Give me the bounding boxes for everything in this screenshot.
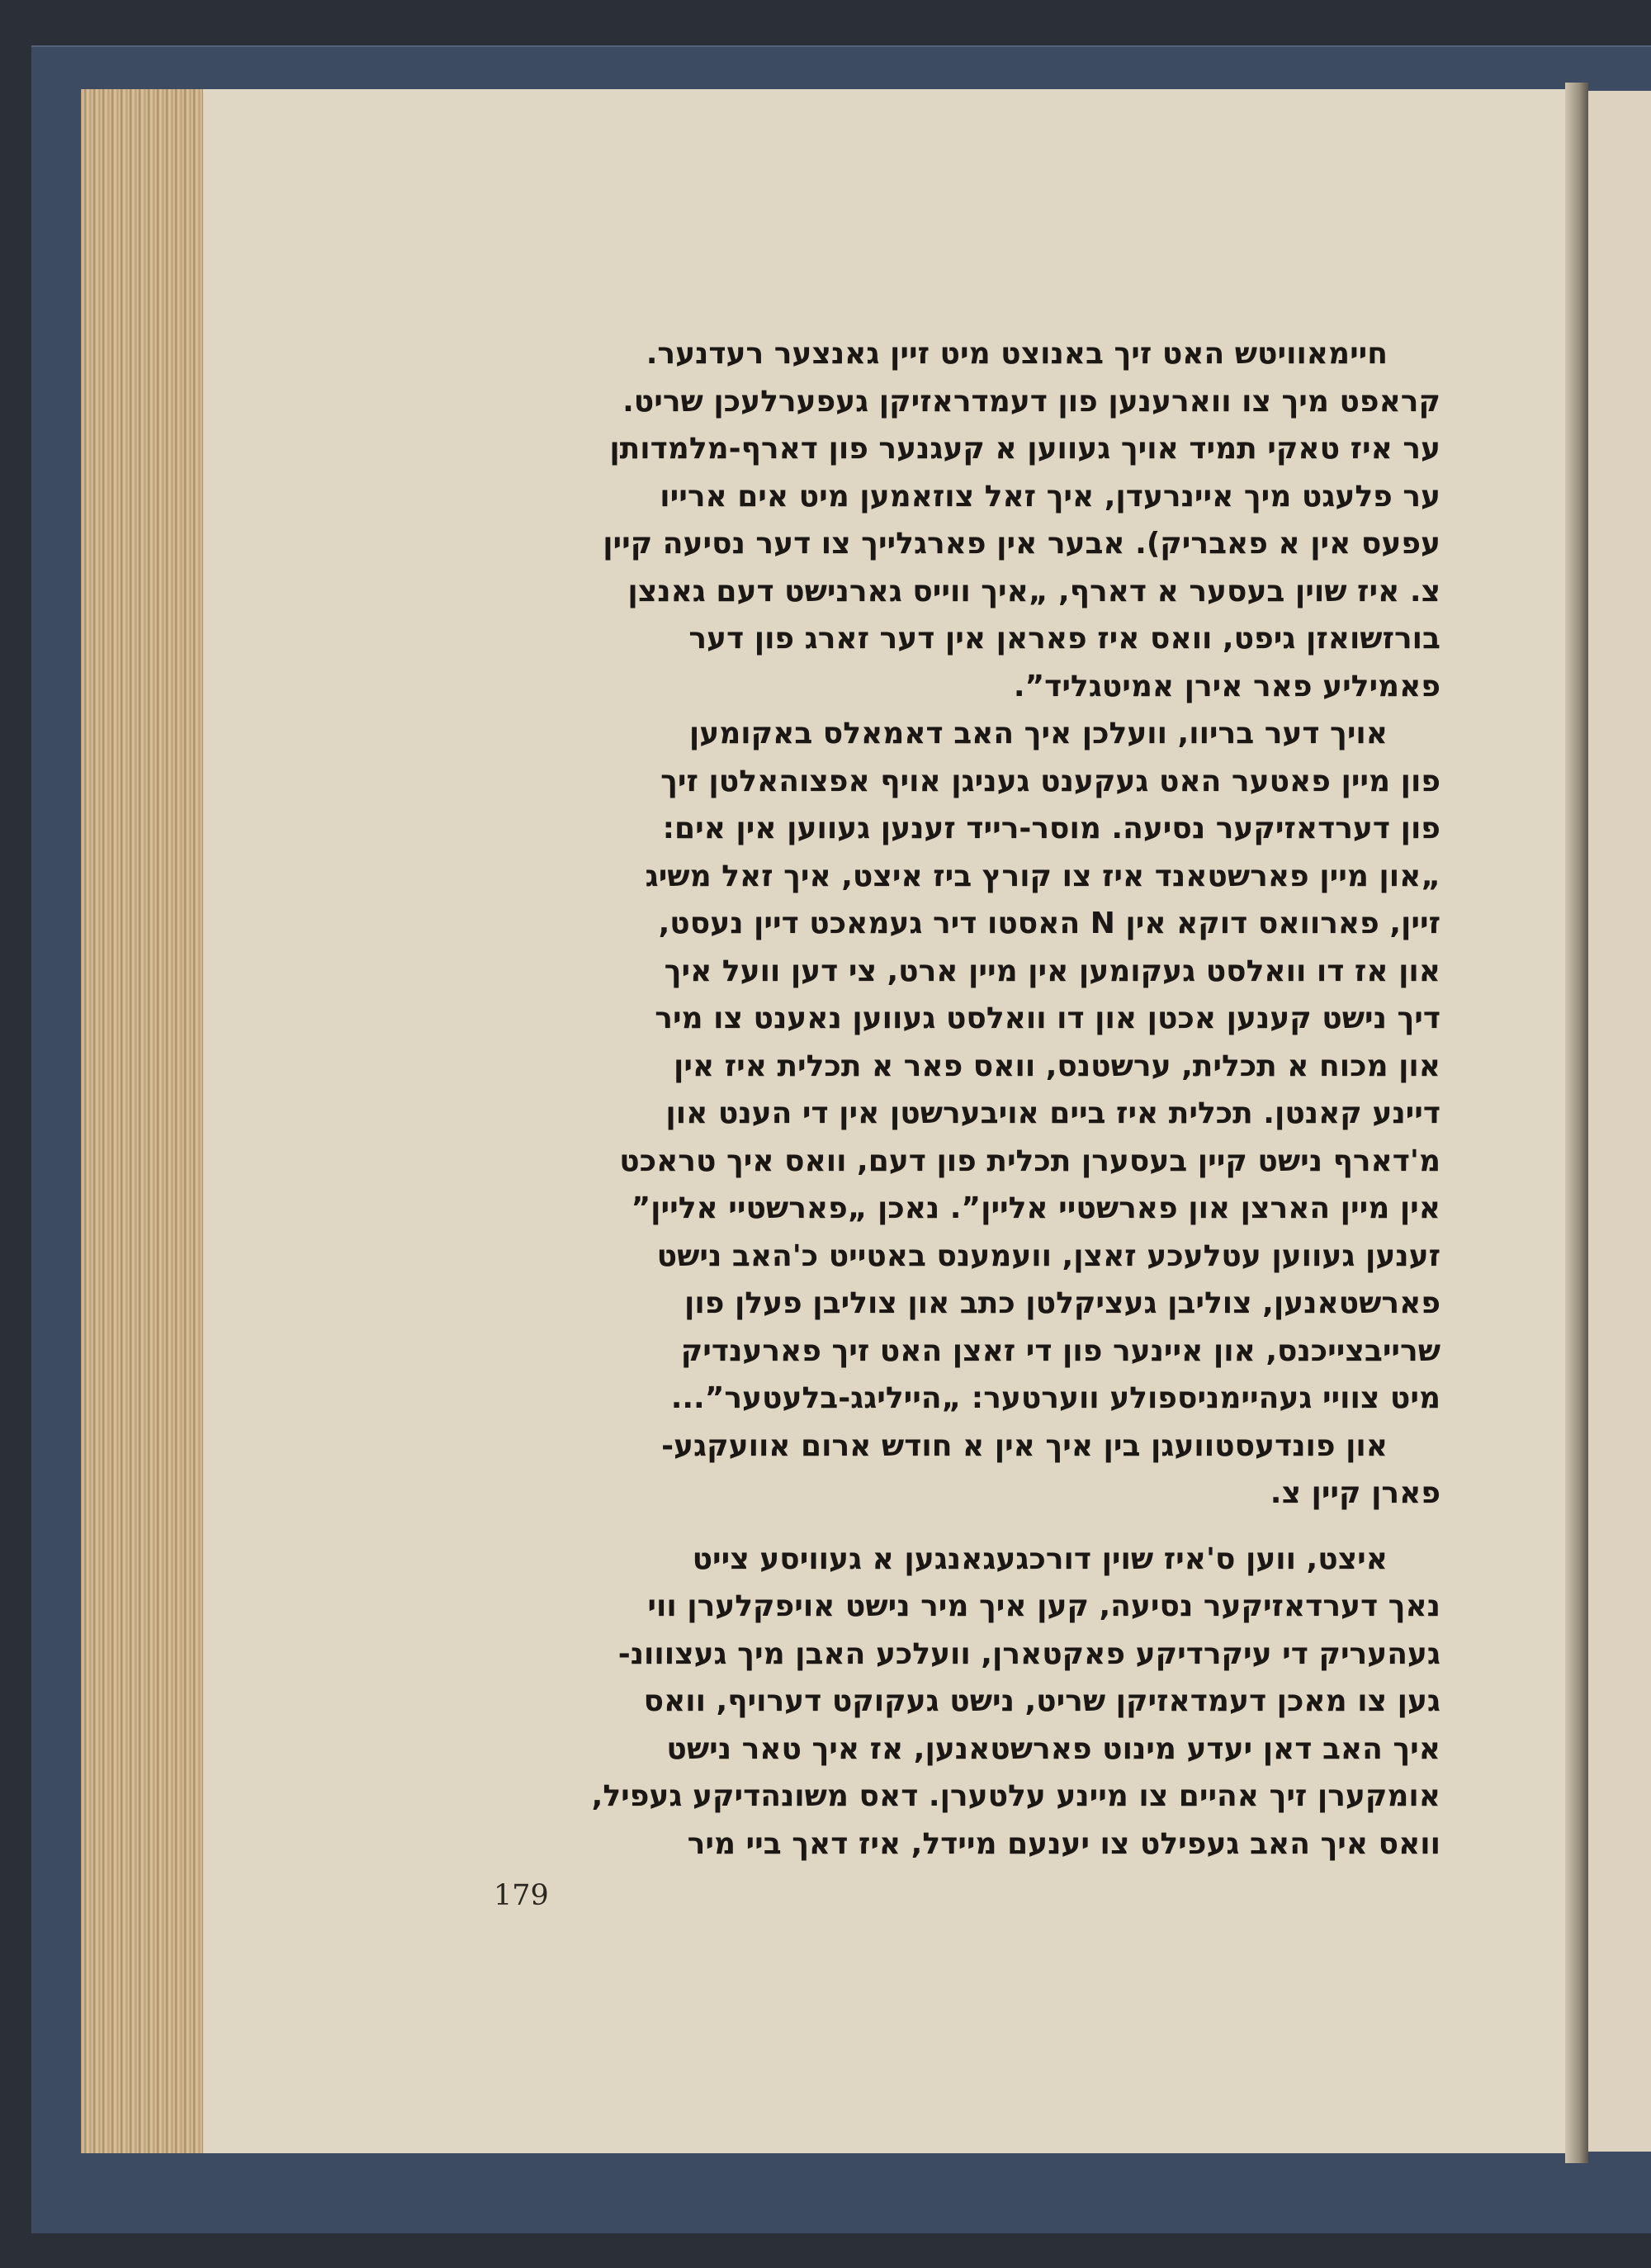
text-line: און מכוח א תכלית, ערשטנס, וואס פאר א תכלית איז אין <box>674 1049 1440 1083</box>
text-line: מיט צוויי געהיימניספולע ווערטער: „הייליגג-בלעטער”... <box>670 1381 1440 1415</box>
text-line: צ. איז שוין בעסער א דארף, „איך ווייס גארנישט דעם גאנצן <box>627 574 1440 608</box>
text-line: פאמיליע פאר אירן אמיטגליד”. <box>1013 669 1440 703</box>
text-line: און פונדעסטוועגן בין איך אין א חודש ארום אוועקגע- <box>661 1428 1388 1463</box>
paragraph-gap <box>475 1518 1440 1536</box>
paragraph <box>475 330 1440 710</box>
page-edges <box>81 89 203 2153</box>
text-line: דיך נישט קענען אכטן און דו וואלסט געווען נאענט צו מיר <box>655 1001 1440 1035</box>
text-line: פארשטאנען, צוליבן געציקלטן כתב און צוליבן פעלן פון <box>684 1286 1440 1320</box>
text-line: איך האב דאן יעדע מינוט פארשטאנען, אז איך טאר נישט <box>666 1731 1440 1766</box>
text-line: חיימאוויטש האט זיך באנוצט מיט זיין גאנצער רעדנער. <box>646 337 1388 371</box>
text-line: בורזשואזן גיפט, וואס איז פאראן אין דער זארג פון דער <box>688 622 1440 656</box>
text-line: אין מיין הארצן און פארשטיי אליין”. נאכן „פארשטיי אליין” <box>631 1191 1440 1225</box>
text-line: מ'דארף נישט קיין בעסערן תכלית פון דעם, וואס איך טראכט <box>619 1143 1440 1178</box>
text-line: אומקערן זיך אהיים צו מיינע עלטערן. דאס משונהדיקע געפיל, <box>591 1779 1440 1813</box>
text-line: קראפט מיך צו ווארענען פון דעמדראזיקן געפערלעכן שריט. <box>622 384 1440 419</box>
text-line: פון דערדאזיקער נסיעה. מוסר-רייד זענען געווען אין אים: <box>662 812 1440 845</box>
spine-gutter <box>1565 83 1588 2163</box>
text-line: געהעריק די עיקרדיקע פאקטארן, וועלכע האבן מיך געצווונ- <box>617 1636 1440 1671</box>
text-line: פון מיין פאטער האט געקענט געניגן אויף אפצוהאלטן זיך <box>660 764 1440 798</box>
text-line: ער פלעגט מיך איינרעדן, איך זאל צוזאמען מיט אים ארייו <box>660 479 1440 514</box>
text-line: איצט, ווען ס'איז שוין דורכגעגאנגען א געוויסע צייט <box>692 1541 1388 1576</box>
text-line: נאך דערדאזיקער נסיעה, קען איך מיר נישט אויפקלערן ווי <box>647 1589 1440 1623</box>
text-line: „און מיין פארשטאנד איז צו קורץ ביז איצט, איך זאל משיג <box>645 859 1440 893</box>
paragraph <box>475 710 1440 1423</box>
text-line: גען צו מאכן דעמדאזיקן שריט, נישט געקוקט דערויף, וואס <box>643 1684 1440 1718</box>
text-line: אויך דער בריוו, וועלכן איך האב דאמאלס באקומען <box>688 717 1388 750</box>
text-line: עפעס אין א פאבריק). אבער אין פארגלייך צו דער נסיעה קיין <box>603 527 1440 561</box>
text-line: און אז דו וואלסט געקומען אין מיין ארט, צי דען וועל איך <box>664 954 1440 988</box>
text-line: וואס איך האב געפילט צו יענעם מיידל, איז דאך ביי מיר <box>687 1826 1440 1861</box>
text-line: ער איז טאקי תמיד אויך געווען א קעגנער פון דארף-מלמדותן <box>609 432 1440 466</box>
text-line: פארן קיין צ. <box>1270 1476 1440 1510</box>
body-text <box>475 330 1440 1868</box>
text-line: זענען געווען עטלעכע זאצן, וועמענס באטייט כ'האב נישט <box>656 1238 1440 1273</box>
paragraph <box>475 1423 1440 1518</box>
text-line: שרייבצייכנס, און איינער פון די זאצן האט זיך פארענדיק <box>680 1333 1440 1368</box>
text-line: זיין, פארוואס דוקא אין N האסטו דיר געמאכט דיין נעסט, <box>658 907 1440 940</box>
page-number: 179 <box>494 1879 549 1912</box>
paragraph <box>475 1536 1440 1868</box>
text-line: דיינע קאנטן. תכלית איז ביים אויבערשטן אין די הענט און <box>665 1096 1440 1130</box>
facing-page-edge <box>1588 91 1651 2152</box>
